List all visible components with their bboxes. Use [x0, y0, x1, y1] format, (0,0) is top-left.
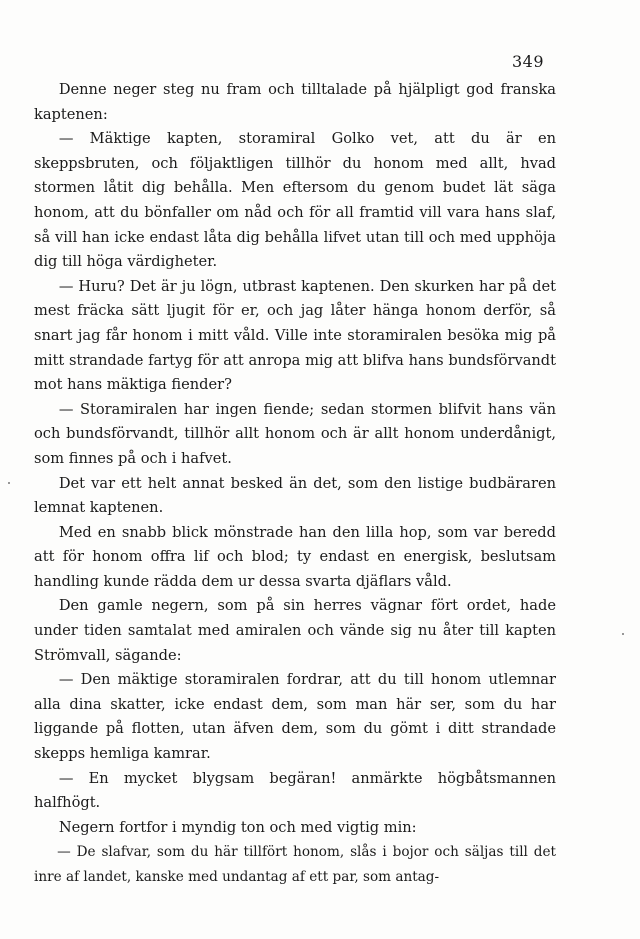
- body-text: [34, 78, 556, 890]
- paragraph: Den gamle negern, som på sin herres vägnar fört ordet, hade under tiden samtalat med amiralen och vände sig nu åter till kapten Strömvall, sägande:: [34, 597, 556, 664]
- page-number: 349: [512, 52, 545, 71]
- paragraph: — Storamiralen har ingen fiende; sedan stormen blifvit hans vän och bundsförvandt, tillhör allt honom och är allt honom underdånigt, som finnes på och i hafvet.: [34, 400, 556, 467]
- paragraph: Det var ett helt annat besked än det, som den listige budbäraren lemnat kaptenen.: [34, 474, 556, 517]
- paragraph: Negern fortfor i myndig ton och med vigtig min:: [58, 818, 417, 836]
- print-speck: [8, 482, 10, 484]
- paragraph: — Huru? Det är ju lögn, utbrast kaptenen. Den skurken har på det mest fräcka sätt ljugit för er, och jag låter hänga honom derför, så snart jag får honom i mitt våld. Ville inte storamiralen besöka mig på mitt strandade fartyg för att anropa mig att blifva hans bundsförvandt mot hans mäktiga fiender?: [34, 277, 556, 394]
- paragraph: — Den mäktige storamiralen fordrar, att du till honom utlemnar alla dina skatter, icke endast dem, som man här ser, som du har liggande på flotten, utan äfven dem, som du gömt i ditt strandade skepps hemliga kamrar.: [34, 671, 556, 763]
- paragraph: Denne neger steg nu fram och tilltalade på hjälpligt god franska kaptenen:: [34, 81, 556, 123]
- paragraph: Med en snabb blick mönstrade han den lilla hop, som var beredd att för honom offra lif och blod; ty endast en energisk, beslutsam handling kunde rädda dem ur dessa svarta djäflars våld.: [34, 523, 556, 590]
- paragraph: — En mycket blygsam begäran! anmärkte högbåtsmannen halfhögt.: [34, 769, 556, 812]
- paragraph: — Mäktige kapten, storamiral Golko vet, att du är en skeppsbruten, och följaktligen tillhör du honom med allt, hvad stormen låtit dig behålla. Men eftersom du genom budet lät säga honom, att du bönfaller om nåd och för all framtid vill vara hans slaf, så vill han icke endast låta dig behålla lifvet utan till och med upphöja dig till höga värdigheter.: [34, 130, 556, 271]
- paragraph: — De slafvar, som du här tillfört honom, slås i bojor och säljas till det inre af landet, kanske med undantag af ett par, som antag-: [34, 844, 556, 885]
- print-speck: [622, 633, 624, 635]
